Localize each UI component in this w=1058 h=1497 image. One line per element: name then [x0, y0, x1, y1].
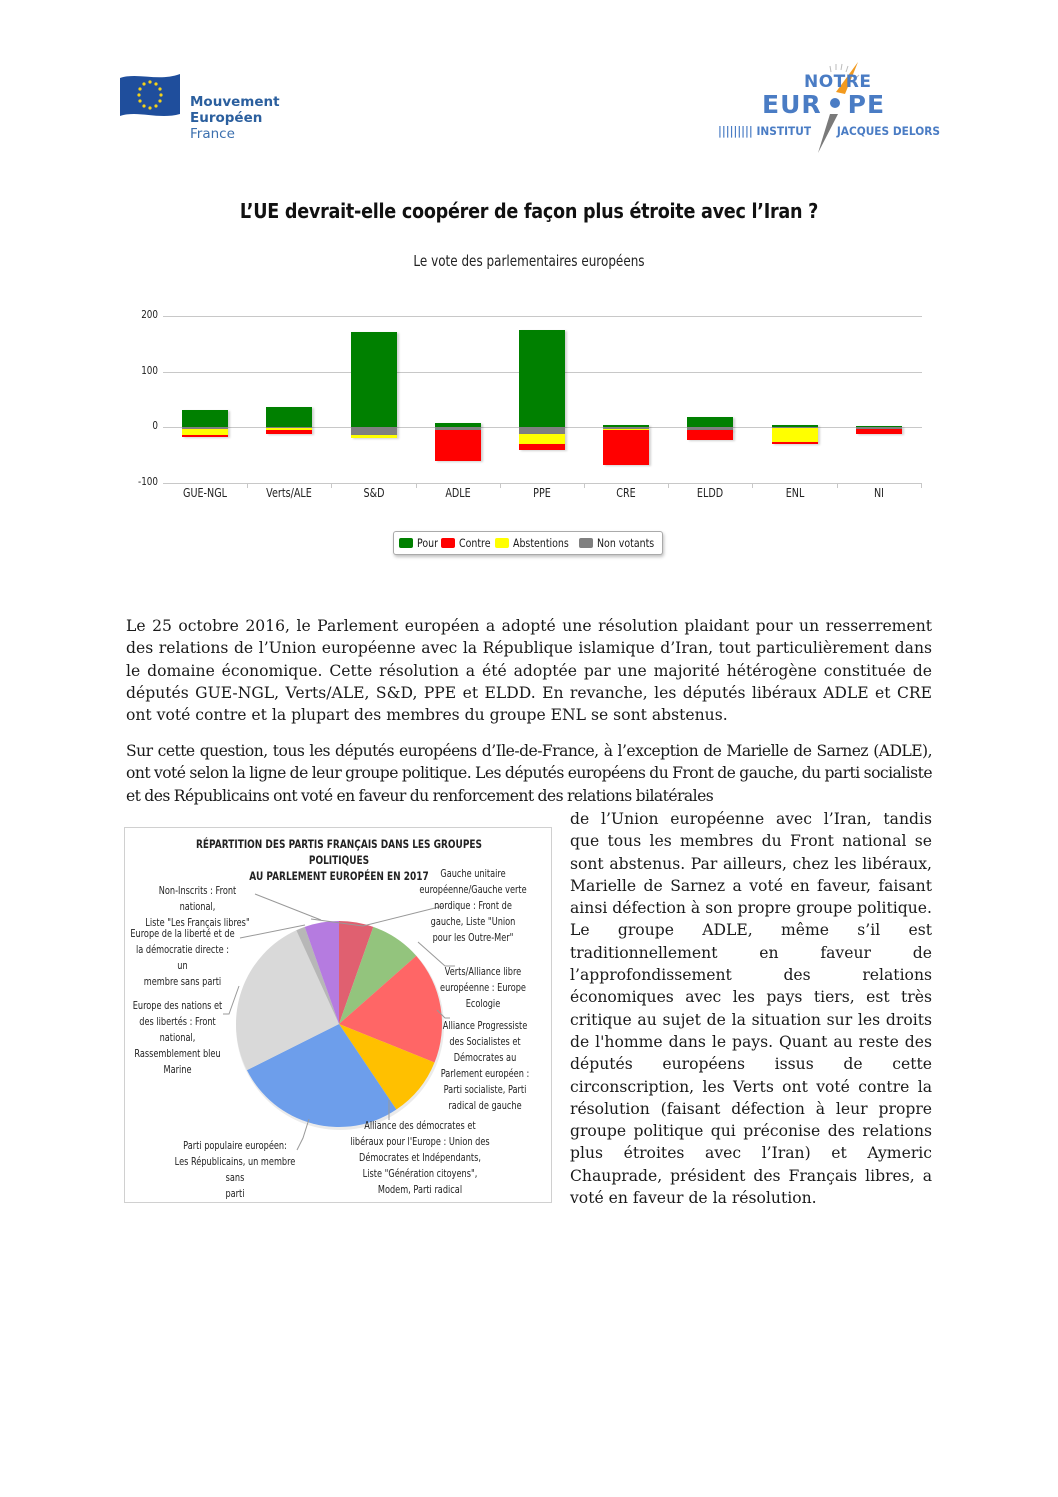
pie-label-sd [438, 1018, 532, 1114]
pie-label-line: Gauche unitaire [440, 868, 506, 880]
x-tick [837, 483, 838, 488]
pie-label-line: Alliance des démocrates et [364, 1120, 476, 1132]
bar-segment-contre [603, 430, 649, 465]
y-tick-label: -100 [138, 475, 158, 489]
pie-label-line: gauche, Liste "Union [430, 916, 516, 928]
bar-segment-abstentions [519, 434, 565, 443]
legend-label: Non votants [597, 536, 655, 550]
pie-label-line: la démocratie directe : un [136, 944, 229, 972]
bar-segment-contre [856, 429, 902, 433]
bar-segment-pour [182, 410, 228, 428]
chart-legend [393, 531, 663, 555]
pie-label-line: Verts/Alliance libre [444, 966, 522, 978]
pie-label-adle [350, 1118, 490, 1198]
x-tick-label: GUE-NGL [183, 486, 228, 500]
pie-label-line: européenne : Europe [440, 982, 526, 994]
bar-segment-pour [351, 332, 397, 427]
bar-segment-contre [687, 430, 733, 439]
legend-label: Pour [417, 536, 438, 550]
x-tick [500, 483, 501, 488]
x-tick [584, 483, 585, 488]
legend-item-non-votants [579, 536, 659, 550]
x-tick-label: S&D [363, 486, 384, 500]
leader-line [255, 894, 321, 920]
gridline [163, 483, 922, 484]
pie-label-line: européenne/Gauche verte [419, 884, 527, 896]
legend-item-abstentions [495, 536, 573, 550]
y-tick-label: 0 [152, 419, 158, 433]
bar-segment-pour [687, 417, 733, 428]
pie-title-line1: RÉPARTITION DES PARTIS FRANÇAIS DANS LES GROUPES POLITIQUES [196, 837, 482, 867]
gridline [163, 316, 922, 317]
pie-label-line: Non-Inscrits : Front national, [158, 885, 237, 913]
x-tick [331, 483, 332, 488]
x-tick [921, 483, 922, 488]
pie-label-efdd [130, 926, 235, 990]
logo-text-line3: France [190, 126, 235, 142]
x-tick [752, 483, 753, 488]
notre-europe-logo [718, 58, 943, 158]
pie-label-line: Les Républicains, un membre sans [174, 1156, 296, 1184]
legend-swatch [495, 538, 509, 548]
x-tick-label: ADLE [445, 486, 471, 500]
pie-label-line: Rassemblement bleu [134, 1048, 221, 1060]
eu-flag-icon [118, 72, 182, 118]
pie-label-line: Démocrates au [453, 1052, 517, 1064]
bar-segment-pour [519, 330, 565, 427]
pie-label-line: membre sans parti [143, 976, 222, 988]
bar-segment-pour [266, 407, 312, 428]
legend-swatch [441, 538, 455, 548]
pie-label-line: Parti socialiste, Parti [443, 1084, 527, 1096]
legend-item-pour [399, 536, 438, 550]
x-tick-label: Verts/ALE [266, 486, 313, 500]
x-tick [416, 483, 417, 488]
pie-label-line: Europe de la liberté et de [130, 928, 235, 940]
pie-label-line: Parlement européen : [440, 1068, 530, 1080]
pie-label-line: radical de gauche [448, 1100, 522, 1112]
logo-notre: NOTRE [804, 72, 872, 92]
pie-label-line: Liste "Les Français libres" [145, 917, 250, 929]
bar-segment-contre [266, 430, 312, 433]
pie-label-line: Liste "Génération citoyens", [362, 1168, 478, 1180]
pie-label-gue [415, 866, 532, 946]
pie-label-line: Démocrates et Indépendants, [359, 1152, 481, 1164]
pie-label-line: des Socialistes et [449, 1036, 521, 1048]
paragraph-intro: Le 25 octobre 2016, le Parlement européen a adopté une résolution plaidant pour un resserrement des relations de l’Union européenne avec la République islamique d’Iran, tout particulièrement dans le domaine économique. Cette résolution a été adoptée par une majorité hétérogène constituée de députés GUE-NGL, Verts/ALE, S&D, PPE et ELDD. En revanche, les députés libéraux ADLE et CRE ont voté contre et la plupart des membres du groupe ENL se sont abstenus. [126, 617, 932, 725]
bar-segment-non-votants [519, 427, 565, 434]
pie-label-line: Parti populaire européen: [183, 1140, 287, 1152]
x-tick-label: ENL [785, 486, 804, 500]
paragraph-ile-de-france: Sur cette question, tous les députés européens d’Ile-de-France, à l’exception de Marielle de Sarnez (ADLE), ont voté selon la ligne de leur groupe politique. Les députés européens du Front de gauche, du parti socialiste et des Républicains ont voté en faveur du renforcement des relations bilatérales [126, 742, 932, 805]
logo-europe: EUR PE [762, 90, 886, 119]
x-tick-label: NI [873, 486, 884, 500]
party-distribution-pie-chart [124, 827, 552, 1203]
pie-label-enl [133, 998, 223, 1078]
y-tick-label: 100 [141, 363, 158, 377]
pie-label-line: national, [159, 1032, 196, 1044]
chart-subtitle: Le vote des parlementaires européens [413, 252, 645, 270]
bar-segment-non-votants [351, 427, 397, 434]
legend-label: Abstentions [513, 536, 569, 550]
pie-label-line: Alliance Progressiste [442, 1020, 528, 1032]
bar-segment-abstentions [182, 429, 228, 436]
pie-label-verts [436, 964, 530, 1012]
x-tick-label: PPE [533, 486, 551, 500]
pie-label-ni [141, 883, 254, 931]
logo-institut: ||||||||| INSTITUT JACQUES DELORS [718, 124, 940, 138]
pie-title-line2: AU PARLEMENT EUROPÉEN EN 2017 [249, 869, 429, 883]
x-tick-label: CRE [616, 486, 636, 500]
leader-line [223, 986, 239, 1014]
vote-bar-chart [130, 305, 930, 505]
bar-segment-abstentions [351, 435, 397, 438]
bar-segment-contre [519, 444, 565, 451]
bar-segment-contre [772, 442, 818, 444]
pie-label-line: nordique : Front de [434, 900, 512, 912]
legend-item-contre [441, 536, 489, 550]
pie-label-line: Ecologie [465, 998, 501, 1010]
paragraph-details: de l’Union européenne avec l’Iran, tandis que tous les membres du Front national se sont abstenus. Par ailleurs, chez les libéraux, Marielle de Sarnez a voté en faveur, faisant ainsi défection à son propre groupe politique. Le groupe ADLE, même s’il est traditionnellement en faveur de l’approfondissement des relations économiques avec les pays tiers, est très critique au sujet de la situation sur les droits de l'homme dans le pays. Quant au reste des députés européens issus de cette circonscription, les Verts ont voté contre la résolution (faisant défection à leur propre groupe politique qui préconise des relations plus étroites avec l’Iran) et Aymeric Chauprade, président des Français libres, a voté en faveur de la résolution. [570, 810, 932, 1208]
pie-label-line: pour les Outre-Mer" [432, 932, 514, 944]
x-tick [668, 483, 669, 488]
y-tick-label: 200 [141, 308, 158, 321]
pie-label-line: Europe des nations et [132, 1000, 223, 1012]
mouvement-europeen-logo [118, 70, 298, 145]
legend-label: Contre [458, 536, 491, 550]
pie-label-line: libéraux pour l'Europe : Union des [350, 1136, 490, 1148]
bar-segment-contre [182, 435, 228, 437]
legend-swatch [579, 538, 593, 548]
page-title: L’UE devrait-elle coopérer de façon plus étroite avec l’Iran ? [239, 199, 819, 223]
pie-label-ppe [165, 1138, 305, 1202]
bar-segment-abstentions [772, 428, 818, 442]
bar-segment-contre [435, 430, 481, 461]
x-tick [247, 483, 248, 488]
pie-label-line: parti [225, 1188, 245, 1200]
logo-text-line1: Mouvement [190, 94, 280, 110]
pie-label-line: des libertés : Front [139, 1016, 216, 1028]
x-tick-label: ELDD [697, 486, 724, 500]
legend-swatch [399, 538, 413, 548]
logo-text-line2: Européen [190, 110, 263, 126]
pie-label-line: Marine [163, 1064, 192, 1076]
pie-label-line: Modem, Parti radical [377, 1184, 463, 1196]
